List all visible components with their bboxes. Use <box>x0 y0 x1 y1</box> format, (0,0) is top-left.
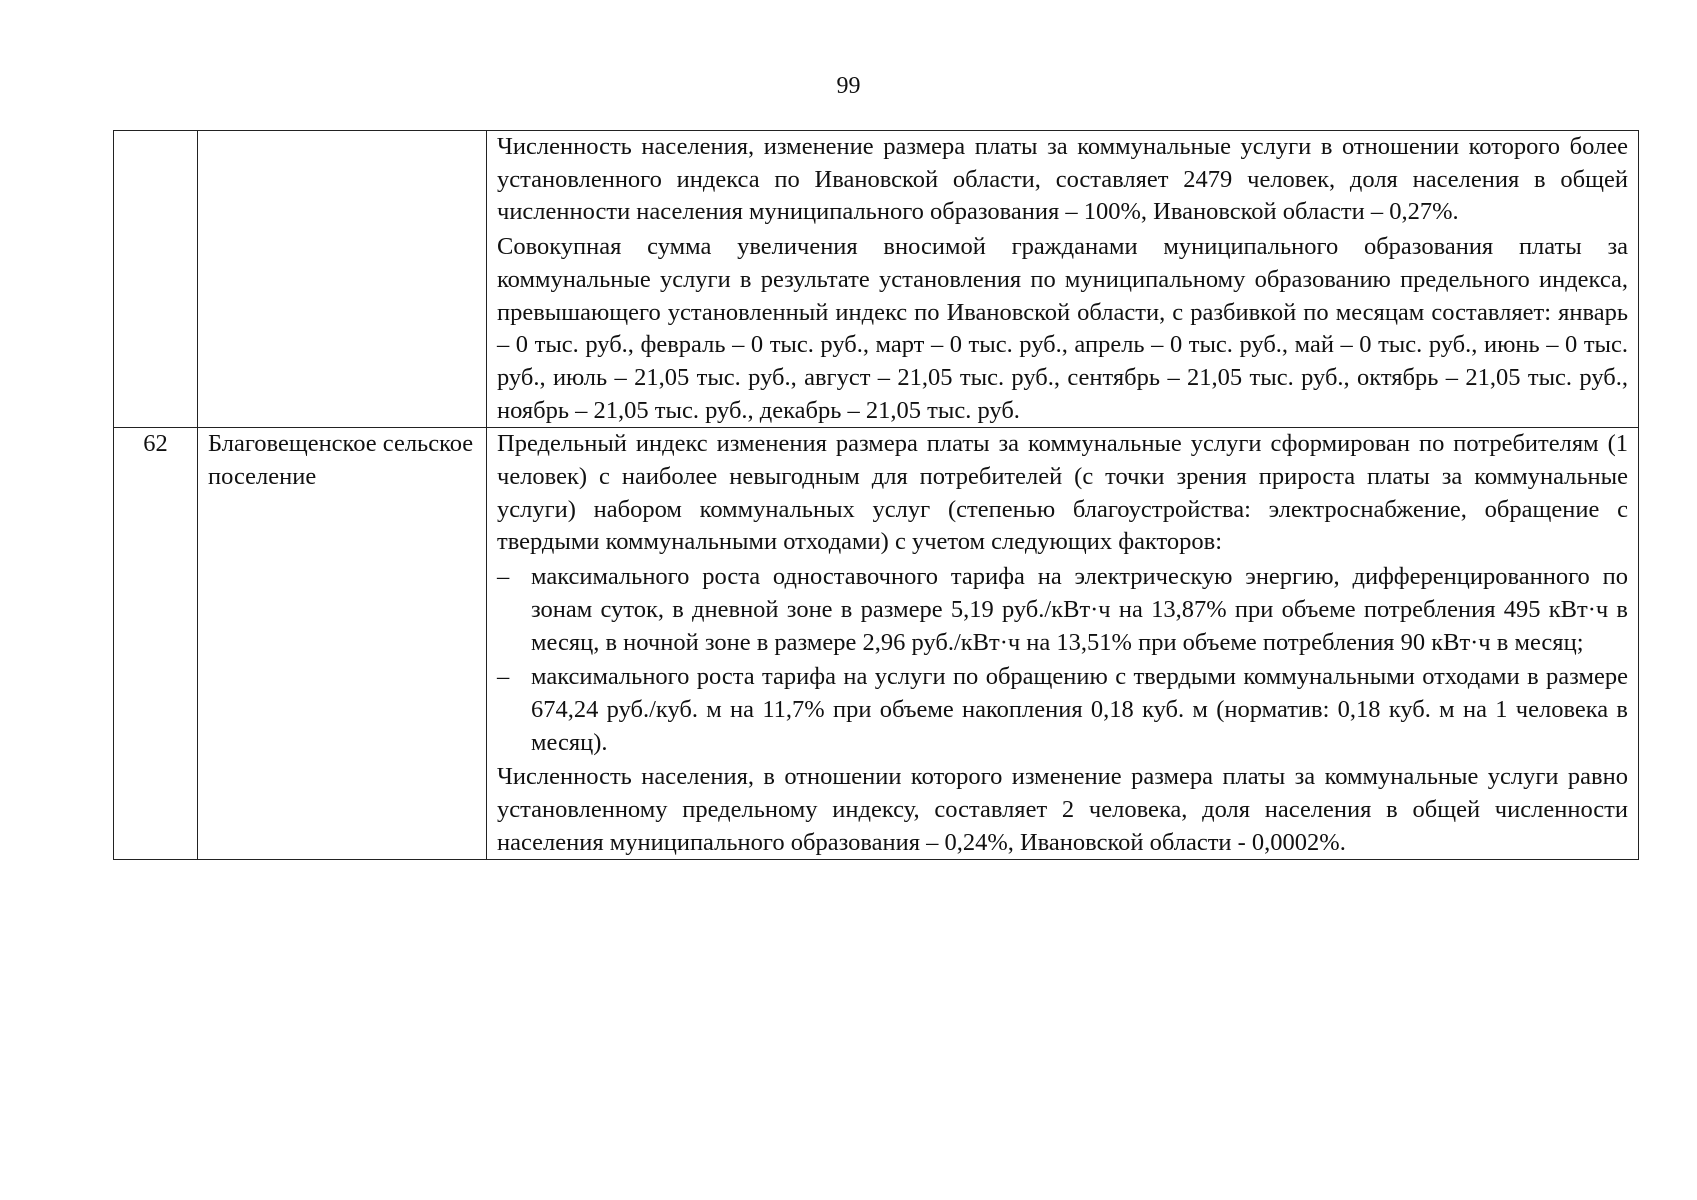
list-item <box>497 561 1628 659</box>
description-cell <box>487 131 1639 428</box>
list-item-text: максимального роста тарифа на услуги по обращению с твердыми коммунальными отходами в размере 674,24 руб./куб. м на 11,7% при объеме накопления 0,18 куб. м (норматив: 0,18 куб. м на 1 человека в месяц). <box>531 663 1628 756</box>
closing-paragraph: Численность населения, в отношении которого изменение размера платы за коммунальные услуги равно установленному предельному индексу, составляет 2 человека, доля населения в общей численности населения муниципального образования – 0,24%, Ивановской области - 0,0002%. <box>497 763 1628 856</box>
dash-bullet: – <box>497 663 510 691</box>
dash-bullet: – <box>497 563 510 591</box>
municipality-name-cell <box>198 131 487 428</box>
index-intro-paragraph: Предельный индекс изменения размера платы за коммунальные услуги сформирован по потребителям (1 человек) с наиболее невыгодным для потребителей (с точки зрения прироста платы за коммунальные услуги) набором коммунальных услуг (степенью благоустройства: электроснабжение, обращение с твердыми коммунальными отходами) с учетом следующих факторов: <box>497 430 1628 556</box>
row-number-cell: 62 <box>114 428 198 860</box>
description-cell <box>487 428 1639 860</box>
table-row <box>114 428 1639 860</box>
municipality-name-cell: Благовещенское сельское поселение <box>198 428 487 860</box>
list-item-text: максимального роста одноставочного тарифа на электрическую энергию, дифференцированного по зонам суток, в дневной зоне в размере 5,19 руб./кВт·ч на 13,87% при объеме потребления 495 кВт·ч в месяц, в ночной зоне в размере 2,96 руб./кВт·ч на 13,51% при объеме потребления 90 кВт·ч в месяц; <box>531 563 1628 656</box>
row-number-cell <box>114 131 198 428</box>
monthly-sum-paragraph: Совокупная сумма увеличения вносимой гражданами муниципального образования платы за коммунальные услуги в результате установления по муниципальному образованию предельного индекса, превышающего установленный индекс по Ивановской области, с разбивкой по месяцам составляет: январь – 0 тыс. руб., февраль – 0 тыс. руб., март – 0 тыс. руб., апрель – 0 тыс. руб., май – 0 тыс. руб., июнь – 0 тыс. руб., июль – 21,05 тыс. руб., август – 21,05 тыс. руб., сентябрь – 21,05 тыс. руб., октябрь – 21,05 тыс. руб., ноябрь – 21,05 тыс. руб., декабрь – 21,05 тыс. руб. <box>497 233 1628 424</box>
page-number: 99 <box>836 73 861 99</box>
list-item <box>497 661 1628 759</box>
municipal-index-table <box>113 130 1639 860</box>
table-row <box>114 131 1639 428</box>
population-paragraph: Численность населения, изменение размера платы за коммунальные услуги в отношении которого более установленного индекса по Ивановской области, составляет 2479 человек, доля населения в общей численности населения муниципального образования – 100%, Ивановской области – 0,27%. <box>497 133 1628 226</box>
